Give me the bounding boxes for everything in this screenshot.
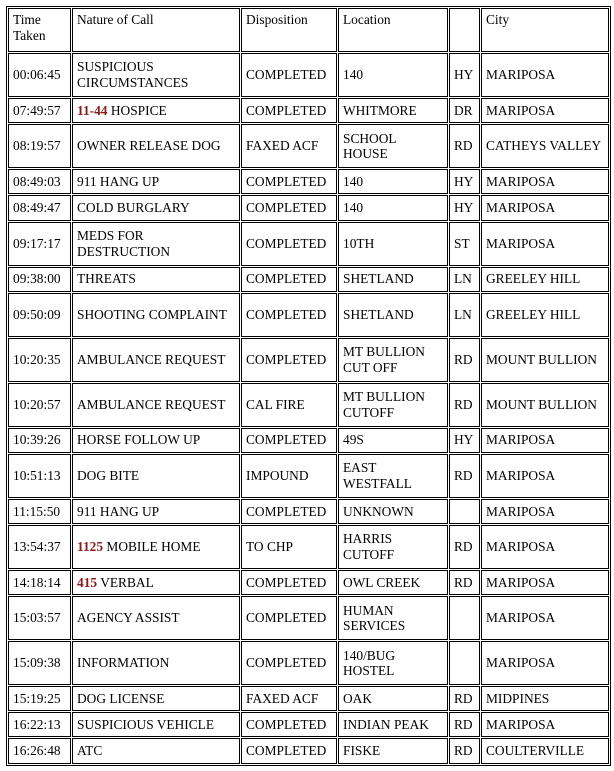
cell-location: MT BULLION CUTOFF: [338, 383, 448, 427]
cell-location: INDIAN PEAK: [338, 712, 448, 737]
cell-time: 10:51:13: [8, 454, 71, 498]
call-nature: MEDS FOR DESTRUCTION: [77, 228, 170, 259]
cell-nature: [72, 738, 240, 764]
table-row: [8, 428, 609, 453]
cell-disposition: COMPLETED: [241, 267, 337, 292]
cell-city: GREELEY HILL: [481, 293, 609, 337]
cell-disposition: COMPLETED: [241, 499, 337, 524]
cell-city: MARIPOSA: [481, 222, 609, 266]
cell-location: 140: [338, 195, 448, 220]
cell-time: 09:17:17: [8, 222, 71, 266]
cell-nature: [72, 293, 240, 337]
cell-city: MARIPOSA: [481, 454, 609, 498]
cell-city: MARIPOSA: [481, 53, 609, 97]
cell-location: SHETLAND: [338, 267, 448, 292]
cell-nature: [72, 338, 240, 382]
cell-time: 08:49:03: [8, 169, 71, 194]
cell-nature: [72, 222, 240, 266]
table-row: [8, 195, 609, 220]
cell-nature: [72, 525, 240, 569]
table-row: [8, 293, 609, 337]
cell-disposition: COMPLETED: [241, 195, 337, 220]
call-nature: ATC: [77, 743, 103, 759]
cell-nature: [72, 428, 240, 453]
cell-suffix: HY: [449, 428, 480, 453]
cell-suffix: HY: [449, 195, 480, 220]
cell-suffix: [449, 641, 480, 685]
table-row: [8, 267, 609, 292]
table-row: [8, 641, 609, 685]
call-code: 11-44: [77, 102, 108, 118]
table-row: [8, 53, 609, 97]
cell-nature: [72, 596, 240, 640]
cell-disposition: COMPLETED: [241, 712, 337, 737]
cell-disposition: COMPLETED: [241, 338, 337, 382]
cell-location: SHETLAND: [338, 293, 448, 337]
cell-nature: [72, 195, 240, 220]
header-time: Time Taken: [8, 8, 71, 52]
cell-suffix: ST: [449, 222, 480, 266]
cell-location: 140: [338, 169, 448, 194]
cell-city: MARIPOSA: [481, 712, 609, 737]
cell-disposition: COMPLETED: [241, 428, 337, 453]
table-row: [8, 738, 609, 764]
cell-suffix: RD: [449, 383, 480, 427]
cell-time: 10:39:26: [8, 428, 71, 453]
table-row: [8, 124, 609, 168]
table-row: [8, 525, 609, 569]
table-row: [8, 169, 609, 194]
cell-disposition: COMPLETED: [241, 596, 337, 640]
header-nature: Nature of Call: [72, 8, 240, 52]
cell-nature: [72, 53, 240, 97]
cell-disposition: COMPLETED: [241, 570, 337, 595]
call-code: 1125: [77, 539, 104, 555]
cell-nature: [72, 686, 240, 711]
cell-city: MOUNT BULLION: [481, 338, 609, 382]
cell-suffix: HY: [449, 53, 480, 97]
cell-disposition: CAL FIRE: [241, 383, 337, 427]
cell-location: WHITMORE: [338, 98, 448, 123]
cell-location: FISKE: [338, 738, 448, 764]
call-code: 415: [77, 574, 98, 590]
cell-disposition: TO CHP: [241, 525, 337, 569]
cell-location: UNKNOWN: [338, 499, 448, 524]
cell-disposition: IMPOUND: [241, 454, 337, 498]
cell-city: MARIPOSA: [481, 596, 609, 640]
cell-suffix: [449, 499, 480, 524]
cell-nature: [72, 499, 240, 524]
call-nature: HOSPICE: [110, 102, 167, 118]
call-nature: AGENCY ASSIST: [77, 610, 180, 626]
call-nature: SHOOTING COMPLAINT: [77, 306, 227, 322]
cell-time: 15:09:38: [8, 641, 71, 685]
cell-city: MARIPOSA: [481, 428, 609, 453]
cell-nature: [72, 383, 240, 427]
call-nature: HORSE FOLLOW UP: [77, 432, 201, 448]
table-row: [8, 454, 609, 498]
call-nature: 911 HANG UP: [77, 503, 160, 519]
cell-time: 08:49:47: [8, 195, 71, 220]
cell-city: MARIPOSA: [481, 641, 609, 685]
cell-time: 16:22:13: [8, 712, 71, 737]
call-nature: OWNER RELEASE DOG: [77, 138, 221, 154]
cell-time: 08:19:57: [8, 124, 71, 168]
cell-location: OAK: [338, 686, 448, 711]
call-nature: 911 HANG UP: [77, 173, 160, 189]
cell-nature: [72, 169, 240, 194]
call-log-table: [6, 6, 611, 766]
cell-suffix: RD: [449, 712, 480, 737]
cell-suffix: LN: [449, 267, 480, 292]
cell-disposition: COMPLETED: [241, 293, 337, 337]
cell-time: 11:15:50: [8, 499, 71, 524]
cell-time: 14:18:14: [8, 570, 71, 595]
cell-city: MARIPOSA: [481, 570, 609, 595]
header-suffix: [449, 8, 480, 52]
cell-city: GREELEY HILL: [481, 267, 609, 292]
cell-suffix: HY: [449, 169, 480, 194]
table-row: [8, 596, 609, 640]
header-disposition: Disposition: [241, 8, 337, 52]
cell-location: HARRIS CUTOFF: [338, 525, 448, 569]
cell-disposition: COMPLETED: [241, 98, 337, 123]
call-nature: MOBILE HOME: [106, 539, 201, 555]
cell-suffix: DR: [449, 98, 480, 123]
cell-city: COULTERVILLE: [481, 738, 609, 764]
cell-location: MT BULLION CUT OFF: [338, 338, 448, 382]
header-location: Location: [338, 8, 448, 52]
call-nature: INFORMATION: [77, 655, 170, 671]
cell-nature: [72, 712, 240, 737]
table-row: [8, 499, 609, 524]
cell-disposition: COMPLETED: [241, 169, 337, 194]
cell-time: 16:26:48: [8, 738, 71, 764]
cell-city: MARIPOSA: [481, 525, 609, 569]
table-row: [8, 222, 609, 266]
cell-city: MARIPOSA: [481, 98, 609, 123]
cell-disposition: COMPLETED: [241, 641, 337, 685]
cell-city: MARIPOSA: [481, 195, 609, 220]
cell-disposition: COMPLETED: [241, 738, 337, 764]
table-row: [8, 712, 609, 737]
cell-nature: [72, 124, 240, 168]
cell-suffix: LN: [449, 293, 480, 337]
call-nature: AMBULANCE REQUEST: [77, 351, 226, 367]
call-nature: THREATS: [77, 271, 136, 287]
cell-suffix: RD: [449, 525, 480, 569]
cell-location: 49S: [338, 428, 448, 453]
cell-nature: [72, 641, 240, 685]
cell-location: SCHOOL HOUSE: [338, 124, 448, 168]
cell-location: HUMAN SERVICES: [338, 596, 448, 640]
cell-suffix: [449, 596, 480, 640]
call-nature: DOG LICENSE: [77, 690, 165, 706]
header-row: [8, 8, 609, 52]
table-row: [8, 98, 609, 123]
cell-city: CATHEYS VALLEY: [481, 124, 609, 168]
cell-suffix: RD: [449, 686, 480, 711]
call-nature: AMBULANCE REQUEST: [77, 396, 226, 412]
cell-nature: [72, 570, 240, 595]
cell-city: MARIPOSA: [481, 499, 609, 524]
cell-time: 09:38:00: [8, 267, 71, 292]
cell-time: 00:06:45: [8, 53, 71, 97]
cell-location: 10TH: [338, 222, 448, 266]
cell-time: 10:20:57: [8, 383, 71, 427]
cell-suffix: RD: [449, 338, 480, 382]
table-row: [8, 383, 609, 427]
table-row: [8, 338, 609, 382]
call-nature: DOG BITE: [77, 467, 140, 483]
cell-location: OWL CREEK: [338, 570, 448, 595]
header-city: City: [481, 8, 609, 52]
cell-time: 15:03:57: [8, 596, 71, 640]
cell-location: 140: [338, 53, 448, 97]
call-nature: COLD BURGLARY: [77, 200, 190, 216]
cell-time: 09:50:09: [8, 293, 71, 337]
cell-disposition: FAXED ACF: [241, 686, 337, 711]
table-row: [8, 570, 609, 595]
cell-suffix: RD: [449, 738, 480, 764]
table-row: [8, 686, 609, 711]
cell-city: MIDPINES: [481, 686, 609, 711]
cell-suffix: RD: [449, 454, 480, 498]
cell-nature: [72, 98, 240, 123]
cell-city: MARIPOSA: [481, 169, 609, 194]
cell-time: 10:20:35: [8, 338, 71, 382]
call-nature: SUSPICIOUS VEHICLE: [77, 717, 215, 733]
cell-city: MOUNT BULLION: [481, 383, 609, 427]
call-nature: SUSPICIOUS CIRCUMSTANCES: [77, 59, 189, 90]
cell-location: EAST WESTFALL: [338, 454, 448, 498]
cell-time: 07:49:57: [8, 98, 71, 123]
cell-time: 13:54:37: [8, 525, 71, 569]
cell-nature: [72, 454, 240, 498]
cell-disposition: COMPLETED: [241, 222, 337, 266]
cell-time: 15:19:25: [8, 686, 71, 711]
cell-location: 140/BUG HOSTEL: [338, 641, 448, 685]
cell-suffix: RD: [449, 570, 480, 595]
call-log: [6, 6, 608, 766]
cell-disposition: COMPLETED: [241, 53, 337, 97]
call-nature: VERBAL: [100, 574, 154, 590]
cell-nature: [72, 267, 240, 292]
cell-suffix: RD: [449, 124, 480, 168]
cell-disposition: FAXED ACF: [241, 124, 337, 168]
